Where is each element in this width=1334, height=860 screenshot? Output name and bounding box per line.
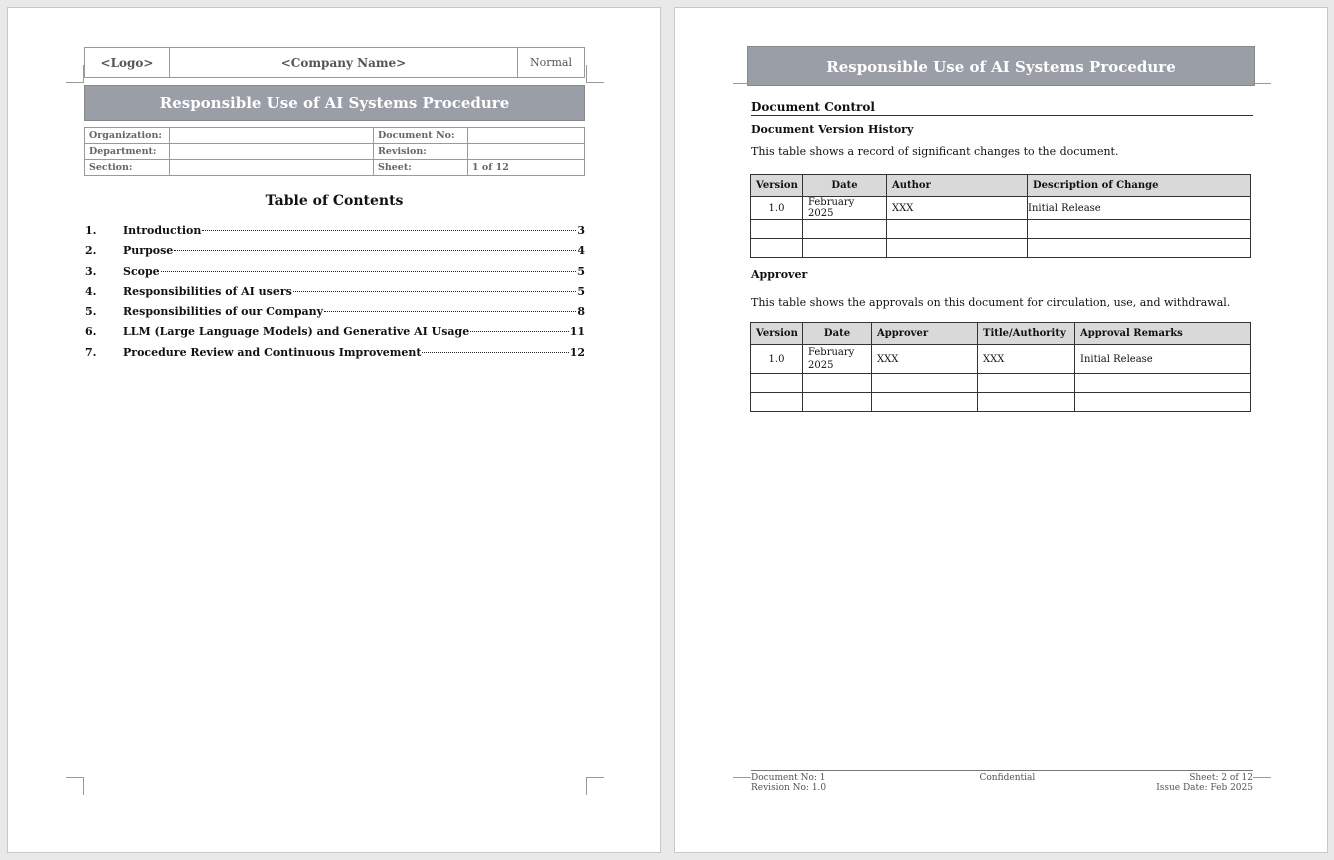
toc-page: 5 xyxy=(577,264,585,278)
revision-value xyxy=(468,144,585,160)
toc-number: 4. xyxy=(85,284,97,298)
table-cell: Initial Release xyxy=(1075,345,1251,374)
table-cell xyxy=(978,374,1075,393)
version-history-table xyxy=(750,174,1251,258)
table-cell: XXX xyxy=(887,197,1028,220)
crop-mark xyxy=(733,777,751,778)
table-cell xyxy=(872,374,978,393)
table-row xyxy=(751,220,1251,239)
organization-label: Organization: xyxy=(85,128,170,144)
table-of-contents xyxy=(85,224,585,366)
table-cell xyxy=(751,220,803,239)
toc-page: 3 xyxy=(577,224,585,237)
revision-label: Revision: xyxy=(374,144,468,160)
document-page-1 xyxy=(7,7,661,853)
table-cell xyxy=(1075,374,1251,393)
logo-placeholder: <Logo> xyxy=(85,48,170,78)
table-row xyxy=(751,374,1251,393)
crop-mark xyxy=(1253,777,1271,778)
table-row xyxy=(751,239,1251,258)
table-cell: Initial Release xyxy=(1028,197,1251,220)
section-label: Section: xyxy=(85,160,170,176)
toc-text: Responsibilities of AI users xyxy=(123,284,292,298)
toc-text: Scope xyxy=(123,264,160,278)
toc-number: 6. xyxy=(85,325,97,339)
column-header: Date xyxy=(803,175,887,197)
toc-number: 3. xyxy=(85,264,97,278)
table-cell: February 2025 xyxy=(803,345,872,374)
crop-mark xyxy=(66,65,84,83)
toc-text: LLM (Large Language Models) and Generative AI Usage xyxy=(123,325,470,339)
toc-leader xyxy=(324,311,576,312)
footer-doc-no: Document No: 1 xyxy=(751,773,826,783)
table-row xyxy=(751,393,1251,412)
crop-mark xyxy=(586,65,604,83)
toc-entry[interactable] xyxy=(85,265,585,285)
toc-leader xyxy=(202,230,576,231)
crop-mark xyxy=(1253,83,1271,84)
toc-text: Introduction xyxy=(123,224,202,237)
crop-mark xyxy=(66,777,84,795)
document-no-label: Document No: xyxy=(374,128,468,144)
column-header: Version xyxy=(751,175,803,197)
footer-revision-no: Revision No: 1.0 xyxy=(751,783,827,793)
table-cell: XXX xyxy=(978,345,1075,374)
table-cell xyxy=(803,220,887,239)
version-history-heading: Document Version History xyxy=(751,123,914,136)
table-cell: February 2025 xyxy=(803,197,887,220)
document-title: Responsible Use of AI Systems Procedure xyxy=(84,85,585,121)
column-header: Author xyxy=(887,175,1028,197)
approver-heading: Approver xyxy=(751,268,808,281)
toc-leader xyxy=(161,271,577,272)
section-value xyxy=(170,160,374,176)
table-row xyxy=(751,345,1251,374)
toc-number: 2. xyxy=(85,244,97,258)
toc-number: 1. xyxy=(85,224,97,237)
style-label: Normal xyxy=(518,48,585,78)
table-cell: XXX xyxy=(872,345,978,374)
toc-leader xyxy=(470,331,568,332)
toc-page: 8 xyxy=(577,305,585,319)
toc-entry[interactable] xyxy=(85,305,585,325)
document-no-value xyxy=(468,128,585,144)
table-cell xyxy=(978,393,1075,412)
toc-page: 12 xyxy=(569,345,585,359)
table-cell xyxy=(872,393,978,412)
approver-intro: This table shows the approvals on this document for circulation, use, and withdrawal. xyxy=(751,296,1231,309)
toc-entry[interactable] xyxy=(85,224,585,244)
toc-title: Table of Contents xyxy=(265,193,404,209)
sheet-value: 1 of 12 xyxy=(468,160,585,176)
toc-entry[interactable] xyxy=(85,325,585,345)
column-header: Approval Remarks xyxy=(1075,323,1251,345)
footer-sheet: Sheet: 2 of 12 xyxy=(1189,773,1253,783)
department-value xyxy=(170,144,374,160)
document-page-2 xyxy=(674,7,1328,853)
toc-number: 7. xyxy=(85,345,97,359)
toc-number: 5. xyxy=(85,305,97,319)
table-cell xyxy=(803,239,887,258)
toc-entry[interactable] xyxy=(85,285,585,305)
crop-mark xyxy=(586,777,604,795)
toc-page: 11 xyxy=(569,325,585,339)
toc-text: Purpose xyxy=(123,244,174,258)
sheet-label: Sheet: xyxy=(374,160,468,176)
table-cell xyxy=(751,393,803,412)
table-cell xyxy=(1028,220,1251,239)
table-cell xyxy=(803,393,872,412)
approver-table xyxy=(750,322,1251,412)
toc-page: 5 xyxy=(577,284,585,298)
toc-entry[interactable] xyxy=(85,346,585,366)
column-header: Approver xyxy=(872,323,978,345)
toc-leader xyxy=(293,291,577,292)
page-footer xyxy=(751,770,1253,793)
department-label: Department: xyxy=(85,144,170,160)
version-history-intro: This table shows a record of significant changes to the document. xyxy=(751,145,1119,158)
document-title: Responsible Use of AI Systems Procedure xyxy=(747,46,1255,86)
document-control-heading: Document Control xyxy=(751,100,1253,116)
table-cell: 1.0 xyxy=(751,345,803,374)
footer-issue-date: Issue Date: Feb 2025 xyxy=(1156,783,1253,793)
toc-leader xyxy=(174,250,576,251)
document-meta-table xyxy=(84,127,585,176)
toc-entry[interactable] xyxy=(85,244,585,264)
footer-classification: Confidential xyxy=(979,773,1036,783)
table-cell xyxy=(1075,393,1251,412)
column-header: Date xyxy=(803,323,872,345)
column-header: Title/Authority xyxy=(978,323,1075,345)
toc-page: 4 xyxy=(577,244,585,258)
toc-leader xyxy=(422,352,568,353)
table-row xyxy=(751,197,1251,220)
toc-text: Responsibilities of our Company xyxy=(123,305,324,319)
table-cell xyxy=(751,239,803,258)
column-header: Version xyxy=(751,323,803,345)
table-cell xyxy=(887,239,1028,258)
table-cell: 1.0 xyxy=(751,197,803,220)
table-cell xyxy=(887,220,1028,239)
organization-value xyxy=(170,128,374,144)
table-cell xyxy=(751,374,803,393)
company-name: <Company Name> xyxy=(170,48,518,78)
page-header-table xyxy=(84,47,585,78)
column-header: Description of Change xyxy=(1028,175,1251,197)
table-cell xyxy=(1028,239,1251,258)
toc-text: Procedure Review and Continuous Improvement xyxy=(123,345,422,359)
table-cell xyxy=(803,374,872,393)
